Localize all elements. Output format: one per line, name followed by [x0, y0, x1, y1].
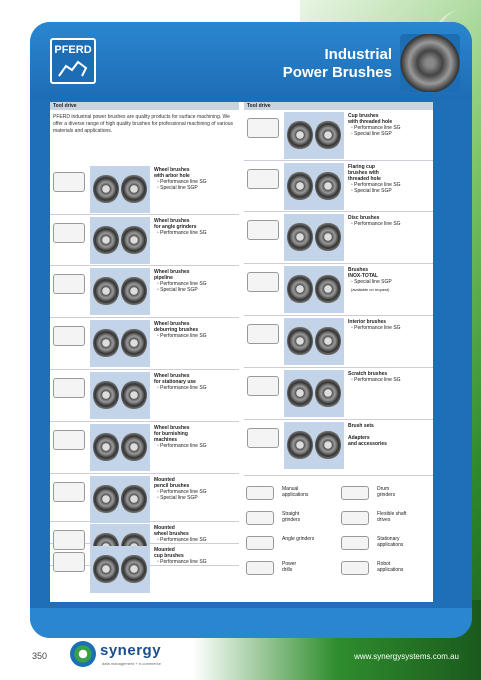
- tool-sketch-icon: [247, 169, 279, 189]
- product-text: [154, 425, 238, 449]
- left-product-row: [50, 266, 239, 318]
- product-text: [348, 319, 432, 331]
- product-text: [154, 477, 238, 501]
- brush-image: [315, 120, 341, 150]
- product-text: [348, 164, 432, 194]
- product-text: [348, 267, 432, 293]
- brush-image: [315, 171, 341, 201]
- brush-image: [121, 484, 147, 514]
- application-label: Robot applications: [377, 561, 404, 573]
- product-line: ▫ Performance line SG: [157, 489, 207, 495]
- brush-image: [93, 484, 119, 514]
- application-label: Angle grinders: [282, 536, 315, 542]
- tool-sketch-icon: [53, 552, 85, 572]
- product-image: [284, 370, 344, 417]
- brush-image: [287, 120, 313, 150]
- product-name[interactable]: Interior brushes: [348, 319, 387, 325]
- catalog-title-line1: Industrial: [324, 46, 392, 63]
- product-image: [90, 268, 150, 315]
- tool-sketch-icon: [53, 378, 85, 398]
- product-text: [154, 167, 238, 191]
- brush-image: [287, 430, 313, 460]
- catalog-title: [192, 46, 392, 82]
- product-line: ▫ Special line SGP: [351, 131, 392, 137]
- application-item[interactable]: [339, 480, 429, 508]
- catalog-title-line2: Power Brushes: [282, 64, 392, 81]
- synergy-tagline: data management + e-commerce: [102, 661, 162, 666]
- product-text: [154, 525, 238, 543]
- applications-grid: [244, 476, 433, 599]
- brush-image: [315, 430, 341, 460]
- product-line: ▫ Performance line SG: [351, 221, 401, 227]
- right-product-row: [244, 420, 433, 476]
- product-name[interactable]: Wheel brushes for stationary use: [154, 373, 196, 385]
- product-name[interactable]: Mounted wheel brushes: [154, 525, 189, 537]
- synergy-wordmark: synergy: [100, 642, 162, 659]
- tool-sketch-icon: [53, 430, 85, 450]
- brush-image: [121, 225, 147, 255]
- product-text: [348, 113, 432, 137]
- catalog-header: [30, 22, 472, 100]
- brush-image: [315, 222, 341, 252]
- brush-image: [287, 222, 313, 252]
- tool-sketch-icon: [247, 272, 279, 292]
- product-line: ▫ Special line SGP: [157, 185, 198, 191]
- product-image: [90, 476, 150, 523]
- right-product-row: [244, 212, 433, 264]
- brush-image: [93, 432, 119, 462]
- application-item[interactable]: [339, 555, 429, 583]
- left-column: [50, 102, 239, 566]
- brush-image: [287, 378, 313, 408]
- application-label: Straight grinders: [282, 511, 301, 523]
- product-line: ▫ Performance line SG: [157, 537, 207, 543]
- product-line: ▫ Performance line SG: [157, 179, 207, 185]
- left-product-row: [50, 318, 239, 370]
- application-tool-icon: [341, 561, 369, 575]
- tool-sketch-icon: [53, 326, 85, 346]
- product-text: [154, 547, 238, 565]
- product-name[interactable]: Wheel brushes deburring brushes: [154, 321, 199, 333]
- product-line: ▫ Performance line SG: [351, 325, 401, 331]
- product-line: ▫ Performance line SG: [157, 559, 207, 565]
- product-text: [348, 215, 432, 227]
- brush-image: [315, 274, 341, 304]
- product-line: ▫ Performance line SG: [157, 230, 207, 236]
- brush-image: [93, 380, 119, 410]
- product-image: [90, 217, 150, 264]
- left-product-row: [50, 422, 239, 474]
- product-name[interactable]: Cup brushes with threaded hole: [348, 113, 393, 125]
- product-image: [284, 318, 344, 365]
- application-label: Flexible shaft drives: [377, 511, 407, 523]
- catalog-frame: [30, 22, 472, 638]
- tool-sketch-icon: [53, 274, 85, 294]
- product-name[interactable]: Brush sets Adapters and accessories: [348, 423, 387, 447]
- application-label: Drum grinders: [377, 486, 396, 498]
- product-image: [90, 424, 150, 471]
- tool-sketch-icon: [247, 324, 279, 344]
- product-line: ▫ Performance line SG: [351, 182, 401, 188]
- brush-image: [315, 378, 341, 408]
- tool-sketch-icon: [53, 223, 85, 243]
- application-tool-icon: [246, 536, 274, 550]
- product-name[interactable]: Mounted cup brushes: [154, 547, 184, 559]
- tool-sketch-icon: [247, 220, 279, 240]
- product-line: ▫ Performance line SG: [351, 377, 401, 383]
- product-text: [154, 218, 238, 236]
- application-tool-icon: [341, 536, 369, 550]
- product-image: [284, 214, 344, 261]
- product-line: ▫ Performance line SG: [157, 443, 207, 449]
- right-product-row: [244, 316, 433, 368]
- tool-sketch-icon: [247, 428, 279, 448]
- product-name[interactable]: Brushes INOX-TOTAL: [348, 267, 379, 279]
- tool-sketch-icon: [247, 118, 279, 138]
- product-image: [284, 422, 344, 469]
- right-product-row: [244, 368, 433, 420]
- product-name[interactable]: Wheel brushes with arbor hole: [154, 167, 190, 179]
- catalog-content: [50, 102, 433, 602]
- header-brush-image: [400, 34, 460, 92]
- product-line: ▫ Performance line SG: [157, 281, 207, 287]
- product-image: [90, 372, 150, 419]
- application-item[interactable]: [244, 480, 334, 508]
- product-image: [90, 546, 150, 593]
- right-product-list: [244, 110, 433, 476]
- right-product-row: [244, 110, 433, 161]
- left-product-row: [50, 544, 239, 566]
- product-text: [154, 269, 238, 293]
- right-column-heading: Tool drive: [244, 102, 433, 110]
- page-number: 350: [32, 651, 48, 661]
- application-tool-icon: [246, 511, 274, 525]
- tool-sketch-icon: [53, 172, 85, 192]
- application-label: Manual applications: [282, 486, 309, 498]
- brush-image: [93, 174, 119, 204]
- application-item[interactable]: [339, 530, 429, 558]
- brush-image: [121, 174, 147, 204]
- product-name[interactable]: Scratch brushes: [348, 371, 388, 377]
- product-image: [90, 320, 150, 367]
- product-name[interactable]: Wheel brushes for angle grinders: [154, 218, 197, 230]
- brush-image: [287, 274, 313, 304]
- right-product-row: [244, 161, 433, 212]
- application-label: Power drills: [282, 561, 297, 573]
- application-tool-icon: [341, 511, 369, 525]
- application-tool-icon: [341, 486, 369, 500]
- product-line: ▫ Special line SGP: [351, 279, 392, 285]
- brush-image: [93, 554, 119, 584]
- availability-note: (available on request): [351, 287, 390, 292]
- application-item[interactable]: [244, 505, 334, 533]
- application-item[interactable]: [244, 555, 334, 583]
- brush-image: [121, 554, 147, 584]
- product-line: ▫ Special line SGP: [157, 495, 198, 501]
- product-line: ▫ Special line SGP: [157, 287, 198, 293]
- intro-text: PFERD industrial power brushes are quality products for surface machining. We offer a diverse range of high quality brushes for professional machining of various materials and applications.: [53, 114, 234, 134]
- brush-image: [93, 276, 119, 306]
- brush-image: [121, 432, 147, 462]
- pferd-logo-text: PFERD: [54, 44, 92, 56]
- product-line: ▫ Performance line SG: [157, 385, 207, 391]
- synergy-logo-icon: [70, 641, 96, 667]
- product-text: [348, 423, 432, 447]
- left-product-row: [50, 164, 239, 215]
- application-tool-icon: [246, 486, 274, 500]
- product-name[interactable]: Wheel brushes pipeline: [154, 269, 190, 281]
- product-name[interactable]: Disc brushes: [348, 215, 380, 221]
- pferd-logo: [50, 38, 96, 84]
- right-product-row: [244, 264, 433, 316]
- brush-image: [121, 380, 147, 410]
- brush-image: [93, 225, 119, 255]
- product-text: [348, 371, 432, 383]
- product-image: [284, 112, 344, 159]
- product-name[interactable]: Mounted pencil brushes: [154, 477, 190, 489]
- product-name[interactable]: Wheel brushes for burnishing machines: [154, 425, 190, 443]
- left-product-row: [50, 522, 239, 544]
- left-product-row: [50, 215, 239, 266]
- application-item[interactable]: [244, 530, 334, 558]
- tool-sketch-icon: [53, 482, 85, 502]
- left-column-heading: Tool drive: [50, 102, 239, 110]
- product-image: [284, 163, 344, 210]
- product-image: [90, 166, 150, 213]
- catalog-footer-band: [30, 608, 472, 638]
- product-line: ▫ Performance line SG: [351, 125, 401, 131]
- product-name[interactable]: Flaring cup brushes with threaded hole: [348, 164, 381, 182]
- brush-image: [315, 326, 341, 356]
- tool-sketch-icon: [247, 376, 279, 396]
- right-column: [244, 102, 433, 599]
- brush-image: [93, 328, 119, 358]
- left-product-row: [50, 474, 239, 522]
- brush-image: [287, 171, 313, 201]
- horse-icon: [56, 58, 90, 80]
- brush-image: [287, 326, 313, 356]
- brush-image: [121, 276, 147, 306]
- product-image: [284, 266, 344, 313]
- left-product-list: [50, 164, 239, 566]
- application-item[interactable]: [339, 505, 429, 533]
- website-link[interactable]: www.synergysystems.com.au: [354, 652, 459, 661]
- left-product-row: [50, 370, 239, 422]
- product-line: ▫ Special line SGP: [351, 188, 392, 194]
- brush-image: [121, 328, 147, 358]
- application-label: Stationary applications: [377, 536, 404, 548]
- application-tool-icon: [246, 561, 274, 575]
- product-text: [154, 321, 238, 339]
- product-text: [154, 373, 238, 391]
- product-line: ▫ Performance line SG: [157, 333, 207, 339]
